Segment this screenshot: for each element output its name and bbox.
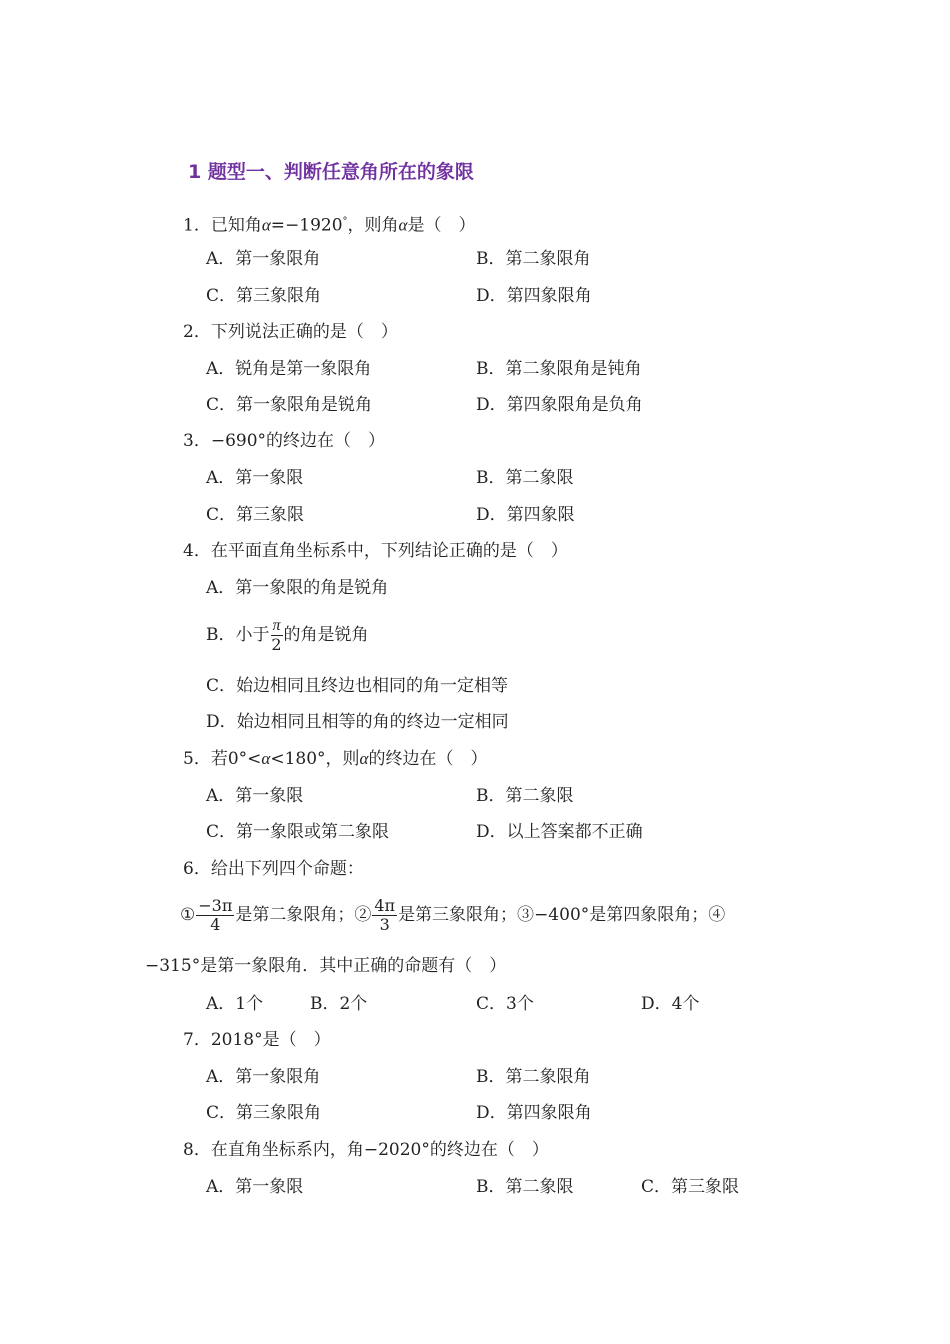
option[interactable]: A．第一象限 (206, 468, 304, 488)
question-3: 3．−690°的终边在（ ） (183, 431, 386, 451)
question-6-line2: −315°是第一象限角．其中正确的命题有（ ） (145, 956, 507, 976)
option[interactable]: A．锐角是第一象限角 (206, 359, 372, 379)
question-7: 7．2018°是（ ） (183, 1030, 331, 1050)
option[interactable]: D．以上答案都不正确 (476, 822, 643, 842)
option[interactable]: D．4个 (641, 994, 700, 1014)
option[interactable]: D．第四象限角 (476, 286, 592, 306)
fraction: $\frac{4\pi}{3}$ (374, 896, 396, 934)
option[interactable]: A．1个 (206, 994, 264, 1014)
option[interactable]: C．第一象限或第二象限 (206, 822, 390, 842)
option[interactable]: A．第一象限的角是锐角 (206, 578, 389, 598)
question-8: 8．在直角坐标系内，角−2020°的终边在（ ） (183, 1140, 549, 1160)
option[interactable]: B．第二象限 (476, 468, 574, 488)
option[interactable]: C．第三象限 (641, 1177, 740, 1197)
option[interactable]: B．小于 $\frac{\pi}{2}$ 的角是锐角 (206, 617, 369, 654)
option[interactable]: C．第三象限角 (206, 1103, 322, 1123)
option[interactable]: D．第四象限 (476, 505, 575, 525)
option[interactable]: A．第一象限 (206, 786, 304, 806)
question-1: 1．已知角α=−1920°，则角α是（ ） (183, 215, 476, 236)
option[interactable]: C．第三象限角 (206, 286, 322, 306)
fraction: $\frac{-3\pi}{4}$ (198, 896, 233, 934)
option[interactable]: C．第三象限 (206, 505, 305, 525)
option[interactable]: A．第一象限 (206, 1177, 304, 1197)
option[interactable]: B．第二象限角 (476, 249, 591, 269)
question-6: 6．给出下列四个命题： (183, 859, 364, 879)
option[interactable]: D．第四象限角是负角 (476, 395, 643, 415)
question-5: 5．若0°<α<180°，则α的终边在（ ） (183, 749, 488, 769)
option[interactable]: B．第二象限 (476, 1177, 574, 1197)
option[interactable]: C．第一象限角是锐角 (206, 395, 373, 415)
option[interactable]: D．始边相同且相等的角的终边一定相同 (206, 712, 509, 732)
option[interactable]: B．第二象限角 (476, 1067, 591, 1087)
fraction: $\frac{\pi}{2}$ (271, 617, 282, 654)
section-title: 1 题型一、判断任意角所在的象限 (188, 161, 474, 183)
option[interactable]: C．3个 (476, 994, 534, 1014)
option[interactable]: B．第二象限角是钝角 (476, 359, 642, 379)
option[interactable]: D．第四象限角 (476, 1103, 592, 1123)
option[interactable]: A．第一象限角 (206, 249, 321, 269)
option[interactable]: A．第一象限角 (206, 1067, 321, 1087)
question-2: 2．下列说法正确的是（ ） (183, 322, 398, 342)
option[interactable]: C．始边相同且终边也相同的角一定相等 (206, 676, 509, 696)
question-4: 4．在平面直角坐标系中，下列结论正确的是（ ） (183, 541, 568, 561)
option[interactable]: B．2个 (310, 994, 368, 1014)
option[interactable]: B．第二象限 (476, 786, 574, 806)
question-6-propositions: ① $\frac{-3\pi}{4}$ 是第二象限角；② $\frac{4\pi}{3}$ 是第三象限角；③−400°是第四象限角；④ (180, 896, 726, 934)
